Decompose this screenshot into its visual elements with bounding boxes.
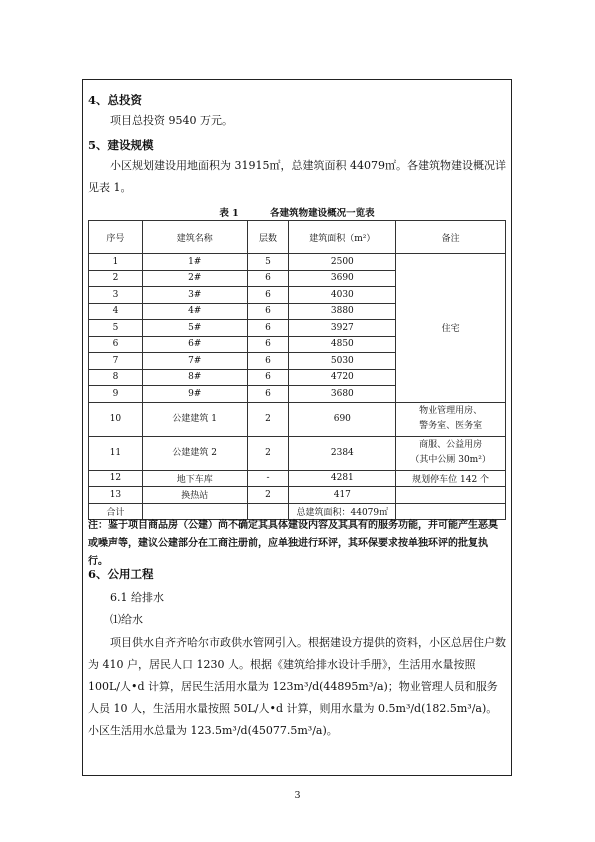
- table-cell: 5: [247, 254, 289, 271]
- table-cell: 2: [89, 270, 143, 287]
- table-cell: 8: [89, 369, 143, 386]
- table-cell: [396, 487, 506, 504]
- table-cell: 6: [247, 369, 289, 386]
- table-cell: 2: [247, 436, 289, 470]
- table-row: [89, 470, 506, 487]
- table-cell: 公建建筑 2: [142, 436, 247, 470]
- table-cell: 4850: [289, 336, 396, 353]
- remark-cell: [396, 402, 506, 436]
- table-cell: 3#: [142, 287, 247, 304]
- table-cell: 7: [89, 353, 143, 370]
- table-cell: 3680: [289, 386, 396, 403]
- table-caption: [82, 205, 512, 219]
- table-cell: 10: [89, 402, 143, 436]
- table-cell: 6: [89, 336, 143, 353]
- building-table: [88, 220, 506, 520]
- table-caption-title: 各建筑物建设概况一览表: [270, 208, 375, 219]
- total-label-cell: 合计: [89, 503, 143, 520]
- table-cell: 2#: [142, 270, 247, 287]
- table-header-row: [89, 221, 506, 254]
- section-heading-utilities: 6、公用工程: [88, 567, 154, 581]
- table-cell: 2: [247, 487, 289, 504]
- table-cell: 公建建筑 1: [142, 402, 247, 436]
- table-cell: 417: [289, 487, 396, 504]
- table-row: [89, 402, 506, 436]
- water-supply-title: ⑴给水: [110, 613, 143, 626]
- investment-text: 项目总投资 9540 万元。: [110, 114, 233, 127]
- table-cell: 地下车库: [142, 470, 247, 487]
- scale-text: 小区规划建设用地面积为 31915㎡，总建筑面积 44079㎡。各建筑物建设概况详见表 1。: [88, 159, 506, 194]
- table-cell: 4: [89, 303, 143, 320]
- table-cell: 6: [247, 270, 289, 287]
- water-subsection-title: 6.1 给排水: [110, 591, 164, 604]
- table-cell: 5030: [289, 353, 396, 370]
- table-note: 注：鉴于项目商品房（公建）尚不确定其具体建设内容及其具有的服务功能，并可能产生恶臭或噪声等，建议公建部分在工商注册前，应单独进行环评，其环保要求按单独环评的批复执行。: [88, 520, 498, 567]
- table-cell: 6: [247, 336, 289, 353]
- table-cell: 4#: [142, 303, 247, 320]
- header-cell: 备注: [396, 221, 506, 254]
- remark-line: 警务室、医务室: [419, 421, 483, 431]
- remark-line: 物业管理用房、: [419, 406, 483, 416]
- table-cell: 1#: [142, 254, 247, 271]
- table-cell: 3927: [289, 320, 396, 337]
- table-cell: 4720: [289, 369, 396, 386]
- total-value-cell: 总建筑面积：44079㎡: [289, 503, 396, 520]
- table-cell: 2384: [289, 436, 396, 470]
- table-cell: 4030: [289, 287, 396, 304]
- table-cell: 6: [247, 303, 289, 320]
- water-supply-text: 项目供水自齐齐哈尔市政供水管网引入。根据建设方提供的资料，小区总居住户数为 410 户，居民人口 1230 人。根据《建筑给排水设计手册》，生活用水量按照 100L/人•d 计算，居民生活用水量为 123m³/d(44895m³/a)；物业管理人员和服务人员 10 人，生活用水量按照 50L/人•d 计算，则用水量为 0.5m³/d(182.5m³/a)。小区生活用水总量为 123.5m³/d(45077.5m³/a)。: [88, 636, 506, 737]
- table-cell: 6: [247, 320, 289, 337]
- table-cell: 3: [89, 287, 143, 304]
- table-row: [89, 436, 506, 470]
- table-cell: 4281: [289, 470, 396, 487]
- table-cell: 6: [247, 287, 289, 304]
- table-row: [89, 487, 506, 504]
- residential-note-cell: 住宅: [396, 254, 506, 403]
- table-cell: 12: [89, 470, 143, 487]
- section-heading-investment: 4、总投资: [88, 93, 143, 107]
- table-cell: 7#: [142, 353, 247, 370]
- table-cell: 9: [89, 386, 143, 403]
- remark-cell: [396, 436, 506, 470]
- header-cell: 建筑名称: [142, 221, 247, 254]
- table-cell: 3880: [289, 303, 396, 320]
- table-cell: 6#: [142, 336, 247, 353]
- table-cell: 5: [89, 320, 143, 337]
- table-cell: 9#: [142, 386, 247, 403]
- table-cell: 690: [289, 402, 396, 436]
- table-cell: 6: [247, 386, 289, 403]
- header-cell: 建筑面积（m²）: [289, 221, 396, 254]
- table-cell: 2500: [289, 254, 396, 271]
- table-cell: -: [247, 470, 289, 487]
- table-cell: 换热站: [142, 487, 247, 504]
- table-cell: 1: [89, 254, 143, 271]
- table-cell: 11: [89, 436, 143, 470]
- remark-line: （其中公厕 30m²）: [410, 455, 491, 465]
- table-cell: 3690: [289, 270, 396, 287]
- table-cell: 8#: [142, 369, 247, 386]
- table-cell: 2: [247, 402, 289, 436]
- remark-line: 商服、公益用房: [419, 440, 483, 450]
- section-heading-scale: 5、建设规模: [88, 138, 154, 152]
- table-cell: 5#: [142, 320, 247, 337]
- page-number: 3: [294, 790, 301, 801]
- table-caption-number: 表 1: [219, 208, 239, 219]
- header-cell: 层数: [247, 221, 289, 254]
- table-row: [89, 254, 506, 271]
- table-cell: 13: [89, 487, 143, 504]
- table-cell: 6: [247, 353, 289, 370]
- table-cell: 规划停车位 142 个: [396, 470, 506, 487]
- header-cell: 序号: [89, 221, 143, 254]
